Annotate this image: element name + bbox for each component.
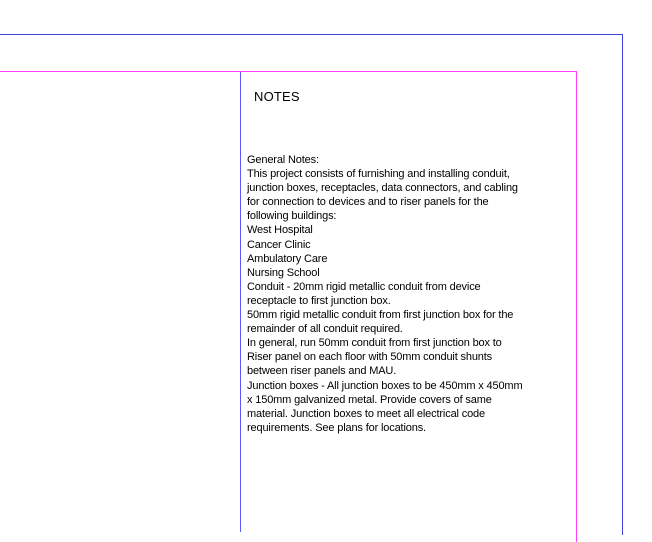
notes-line: Nursing School [247,266,320,279]
notes-line: remainder of all conduit required. [247,323,403,336]
notes-line: Ambulatory Care [247,252,328,265]
notes-line: 50mm rigid metallic conduit from first junction box for the [247,309,514,322]
notes-line: between riser panels and MAU. [247,365,397,378]
notes-line: Junction boxes - All junction boxes to be 450mm x 450mm [247,379,523,392]
notes-line: This project consists of furnishing and installing conduit, [247,168,510,181]
notes-panel-divider [240,72,241,532]
notes-heading: NOTES [254,89,300,104]
notes-line: Conduit - 20mm rigid metallic conduit from device [247,280,481,293]
notes-line: West Hospital [247,224,313,237]
notes-line: material. Junction boxes to meet all electrical code [247,407,485,420]
notes-line: following buildings: [247,210,337,223]
notes-line: In general, run 50mm conduit from first junction box to [247,337,502,350]
notes-line: Riser panel on each floor with 50mm conduit shunts [247,351,493,364]
notes-line: junction boxes, receptacles, data connectors, and cabling [247,182,518,195]
notes-line: for connection to devices and to riser panels for the [247,196,489,209]
notes-text-block [247,153,557,435]
notes-line: Cancer Clinic [247,238,311,251]
notes-line: requirements. See plans for locations. [247,421,426,434]
notes-line: x 150mm galvanized metal. Provide covers of same [247,393,492,406]
notes-line: receptacle to first junction box. [247,294,391,307]
notes-line: General Notes: [247,154,319,166]
